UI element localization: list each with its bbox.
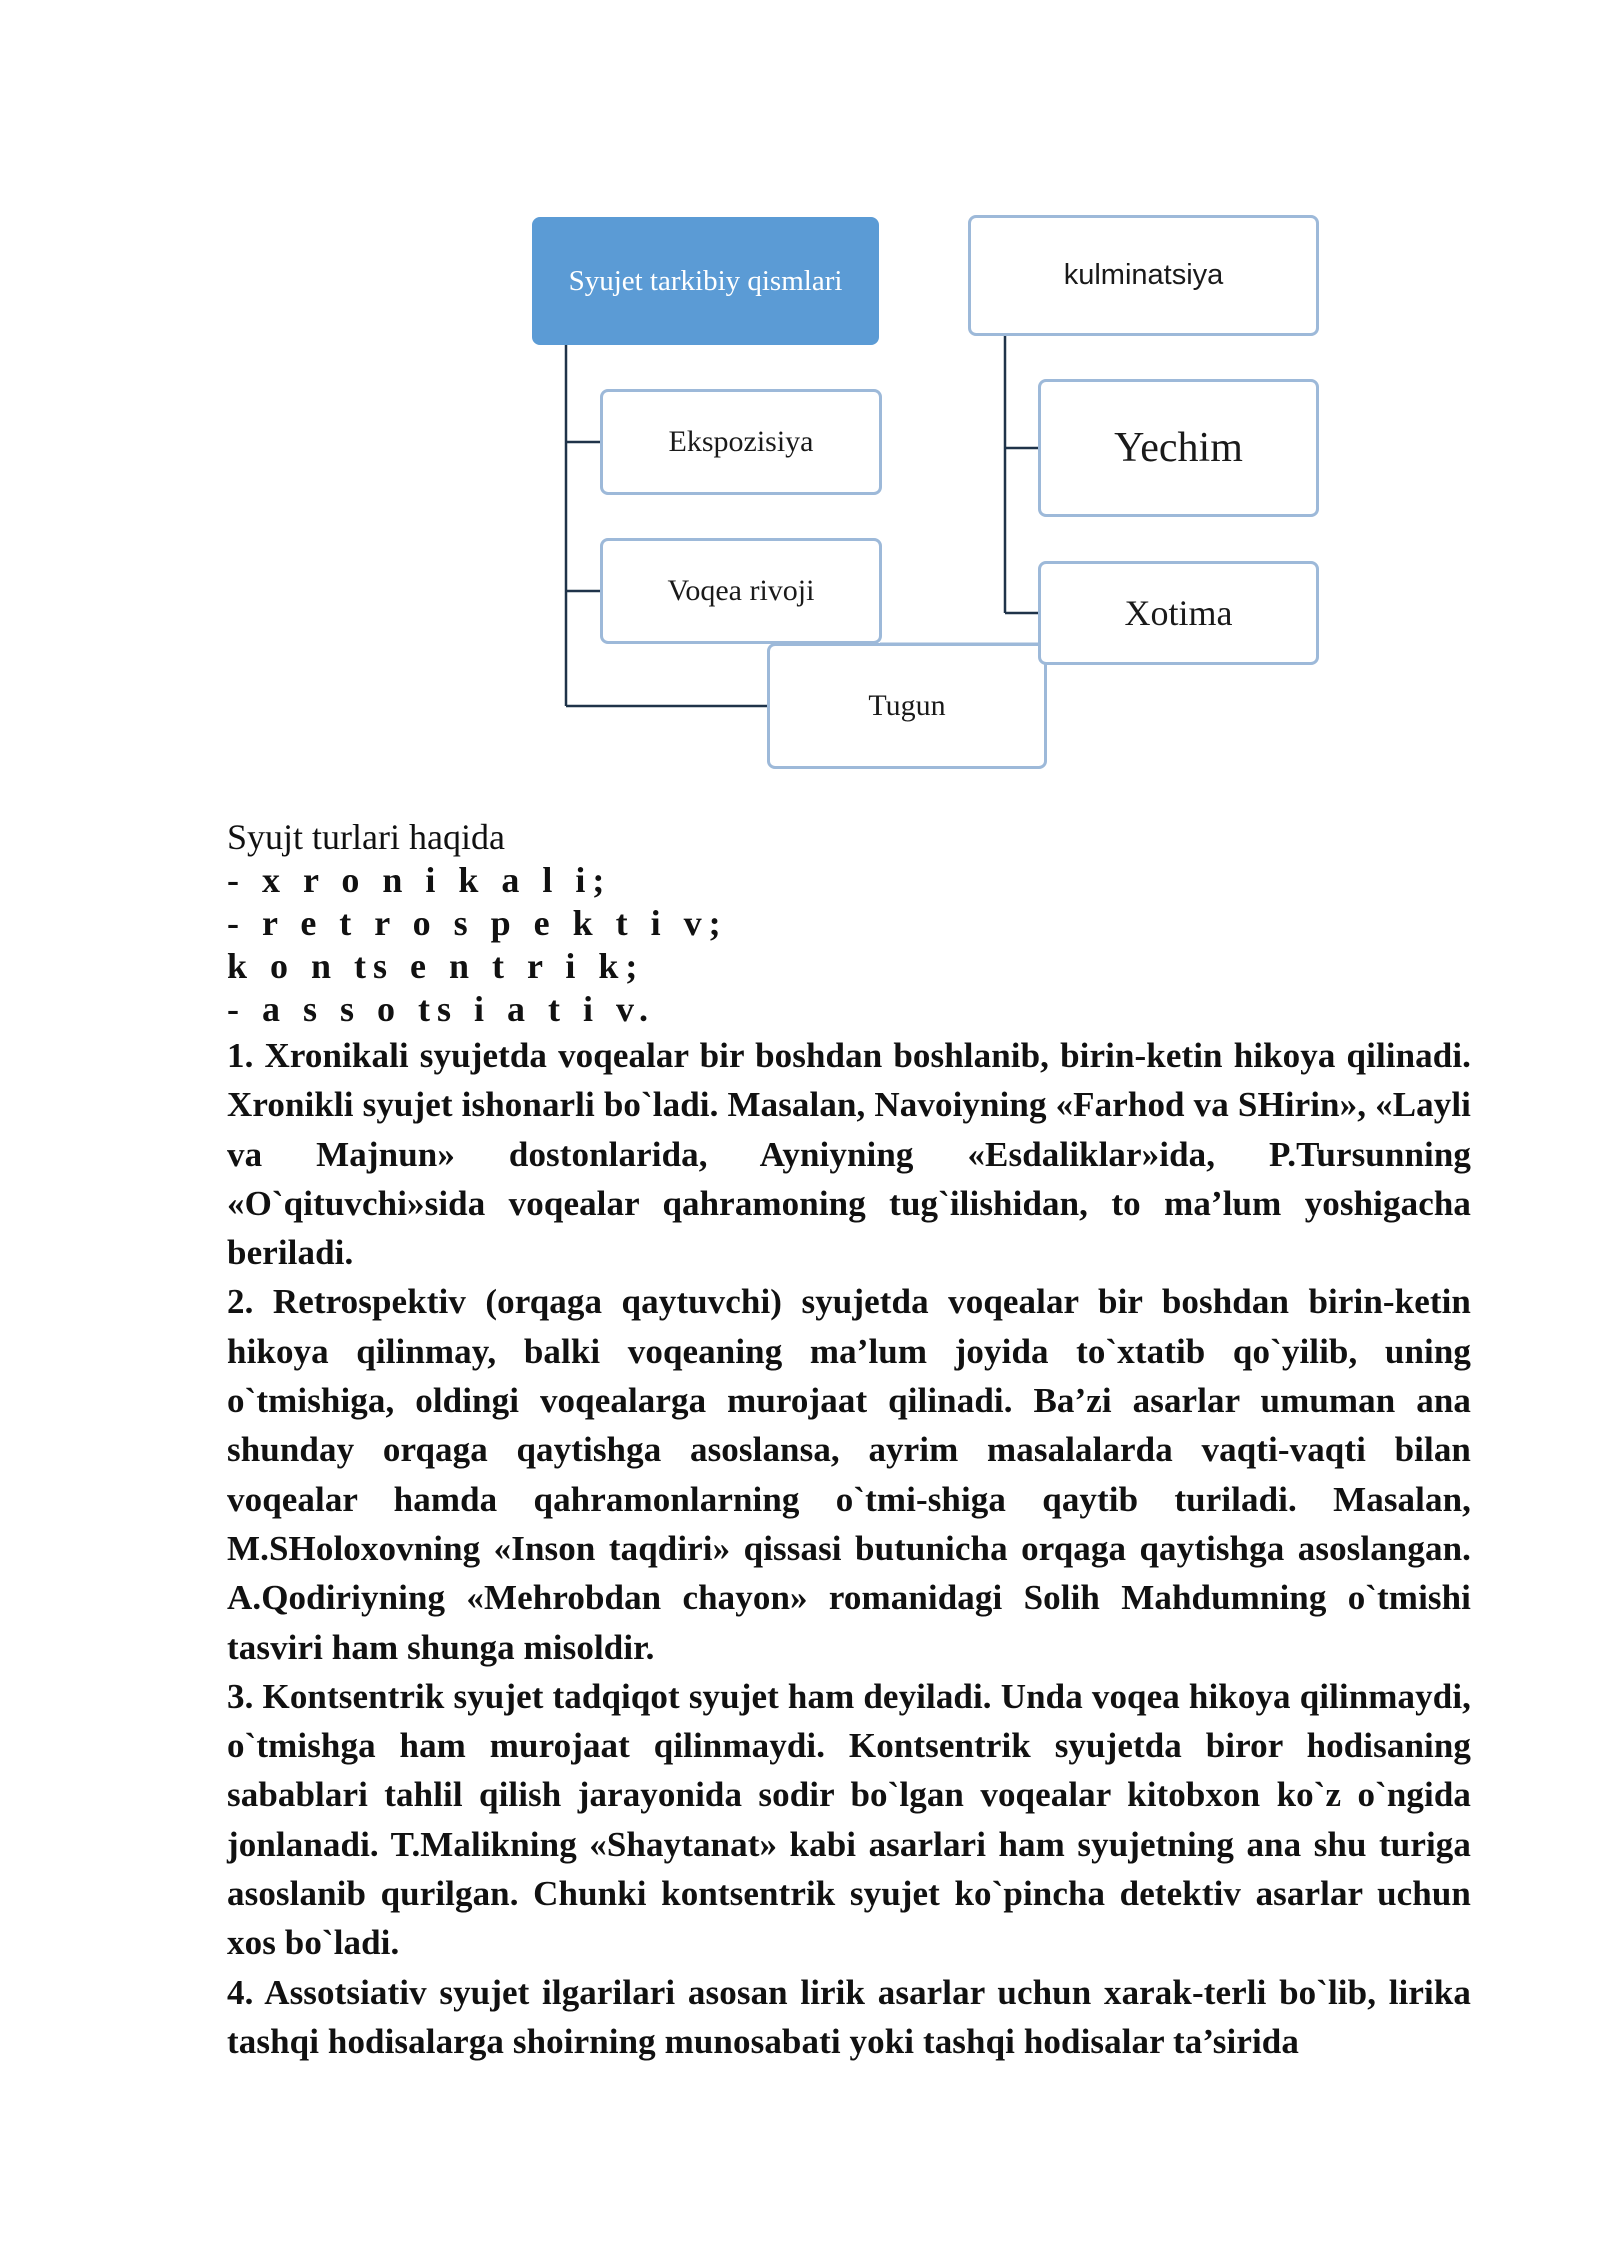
node-yechim (1038, 379, 1319, 517)
type-item-kontsentrik: k o n ts e n t r i k; (227, 946, 645, 986)
type-item-assotsiativ: - a s s o ts i a t i v. (227, 989, 656, 1029)
node-xotima (1038, 561, 1319, 665)
diagram-root-label: Syujet tarkibiy qismlari (568, 264, 843, 297)
type-item-retrospektiv: - r e t r o s p e k t i v; (227, 903, 728, 943)
node-ekspozitsiya (600, 389, 882, 495)
diagram-root-box (532, 217, 879, 345)
paragraph-assotsiativ: 4. Assotsiativ syujet ilgarilari asosan lirik asarlar uchun xarak-terli bo`lib, lirika tashqi hodisalarga shoirning munosabati yoki tashqi hodisalar ta’sirida (227, 1972, 1471, 2061)
paragraph-kontsentrik: 3. Kontsentrik syujet tadqiqot syujet ham deyiladi. Unda voqea hikoya qilinmaydi, o`tmishga ham murojaat qilinmaydi. Kontsentrik syujetda biror hodisaning sabablari tahlil qilish jarayonida sodir bo`lgan voqealar kitobxon ko`z o`ngida jonlanadi. T.Malikning «Shaytanat» kabi asarlari ham syujetning ana shu turiga asoslanib qurilgan. Chunki kontsentrik syujet ko`pincha detektiv asarlar uchun xos bo`ladi. (227, 1676, 1471, 1963)
node-voqea-rivoji-label: Voqea rivoji (667, 574, 815, 607)
node-xotima-label: Xotima (1124, 593, 1233, 633)
syujet-diagram (0, 0, 1600, 790)
node-yechim-label: Yechim (1114, 425, 1243, 471)
document-body (227, 815, 1471, 2066)
node-tugun-label: Tugun (868, 689, 946, 722)
section-heading: Syujt turlari haqida (227, 817, 505, 857)
node-kulminatsiya-label: kulminatsiya (1063, 259, 1224, 291)
node-kulminatsiya (968, 215, 1319, 336)
paragraph-retrospektiv: 2. Retrospektiv (orqaga qaytuvchi) syujetda voqealar bir boshdan birin-ketin hikoya qilinmay, balki voqeaning ma’lum joyida to`xtatib qo`yilib, uning o`tmishiga, oldingi voqealarga murojaat qilinadi. Ba’zi asarlar umuman ana shunday orqaga qaytishga asoslansa, ayrim masalalarda vaqti-vaqti bilan voqealar hamda qahramonlarning o`tmi-shiga qaytib turiladi. Masalan, M.SHoloxovning «Inson taqdiri» qissasi butunicha orqaga qaytishga asoslangan. A.Qodiriyning «Mehrobdan chayon» romanidagi Solih Mahdumning o`tmishi tasviri ham shunga misoldir. (227, 1282, 1471, 1667)
paragraph-xronikali: 1. Xronikali syujetda voqealar bir boshdan boshlanib, birin-ketin hikoya qilinadi. Xronikli syujet ishonarli bo`ladi. Masalan, Navoiyning «Farhod va SHirin», «Layli va Majnun» dostonlarida, Ayniyning «Esdaliklar»ida, P.Tursunning «O`qituvchi»sida voqealar qahramoning tug`ilishidan, to ma’lum yoshigacha beriladi. (227, 1036, 1471, 1273)
node-ekspozitsiya-label: Ekspozisiya (668, 425, 814, 458)
node-voqea-rivoji (600, 538, 882, 644)
node-tugun (767, 643, 1047, 769)
type-item-xronikali: - x r o n i k a l i; (227, 860, 612, 900)
